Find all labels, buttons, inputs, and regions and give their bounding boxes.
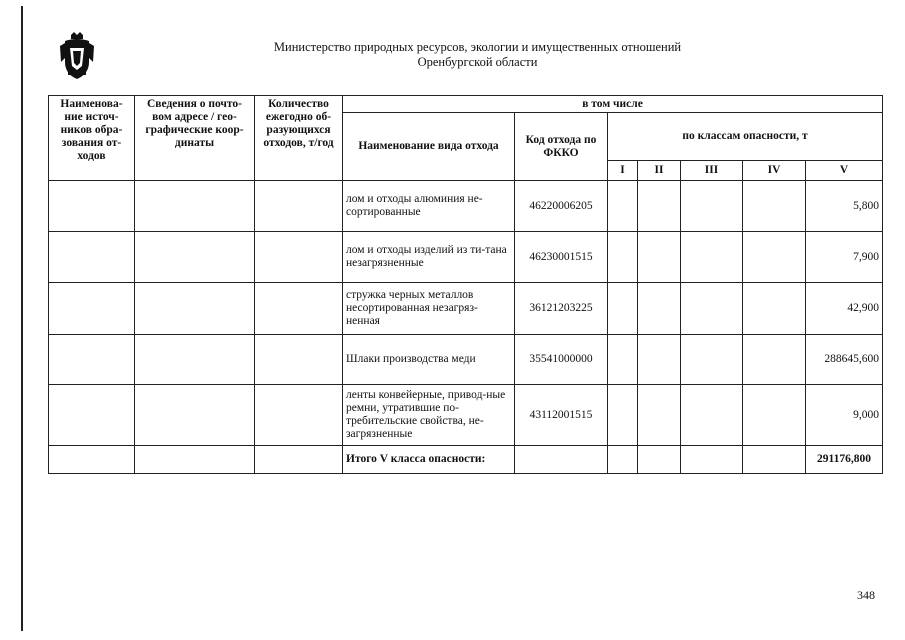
fkko-code: 46230001515	[515, 232, 608, 283]
table-row	[49, 181, 883, 232]
header-class-iii: III	[681, 161, 743, 181]
coat-of-arms-icon	[58, 32, 96, 80]
fkko-code: 35541000000	[515, 335, 608, 385]
class-v-value: 42,900	[806, 283, 883, 335]
table-row	[49, 335, 883, 385]
class-v-value: 9,000	[806, 385, 883, 446]
region-name: Оренбургской области	[417, 55, 538, 69]
table-row	[49, 232, 883, 283]
document-header	[200, 40, 755, 70]
header-including: в том числе	[343, 96, 883, 113]
total-class-v-value: 291176,800	[806, 446, 883, 474]
waste-table	[48, 95, 883, 474]
class-v-value: 5,800	[806, 181, 883, 232]
header-class-iv: IV	[743, 161, 806, 181]
total-label: Итого V класса опасности:	[343, 446, 515, 474]
page-number: 348	[857, 588, 875, 602]
ministry-name: Министерство природных ресурсов, экологии и имущественных отношений	[273, 40, 682, 54]
waste-name: лом и отходы изделий из ти-тана незагрязненные	[343, 232, 515, 283]
fkko-code: 46220006205	[515, 181, 608, 232]
waste-name: стружка черных металлов несортированная незагряз-ненная	[343, 283, 515, 335]
header-class-v: V	[806, 161, 883, 181]
total-row	[49, 446, 883, 474]
fkko-code: 43112001515	[515, 385, 608, 446]
class-v-value: 7,900	[806, 232, 883, 283]
table-row	[49, 385, 883, 446]
header-address-info: Сведения о почто-вом адресе / гео-графические коор-динаты	[135, 96, 255, 181]
waste-name: ленты конвейерные, привод-ные ремни, утратившие по-требительские свойства, не-загрязненные	[343, 385, 515, 446]
header-class-ii: II	[638, 161, 681, 181]
header-waste-type-name: Наименование вида отхода	[343, 113, 515, 181]
table-row	[49, 283, 883, 335]
header-fkko-code: Код отхода по ФККО	[515, 113, 608, 181]
class-v-value: 288645,600	[806, 335, 883, 385]
header-source-names: Наименова-ние источ-ников обра-зования от-ходов	[49, 96, 135, 181]
fkko-code: 36121203225	[515, 283, 608, 335]
header-class-i: I	[608, 161, 638, 181]
margin-line	[21, 6, 23, 631]
waste-name: Шлаки производства меди	[343, 335, 515, 385]
header-hazard-classes: по классам опасности, т	[608, 113, 883, 161]
waste-name: лом и отходы алюминия не-сортированные	[343, 181, 515, 232]
header-annual-amount: Количество ежегодно об-разующихся отходов, т/год	[255, 96, 343, 181]
